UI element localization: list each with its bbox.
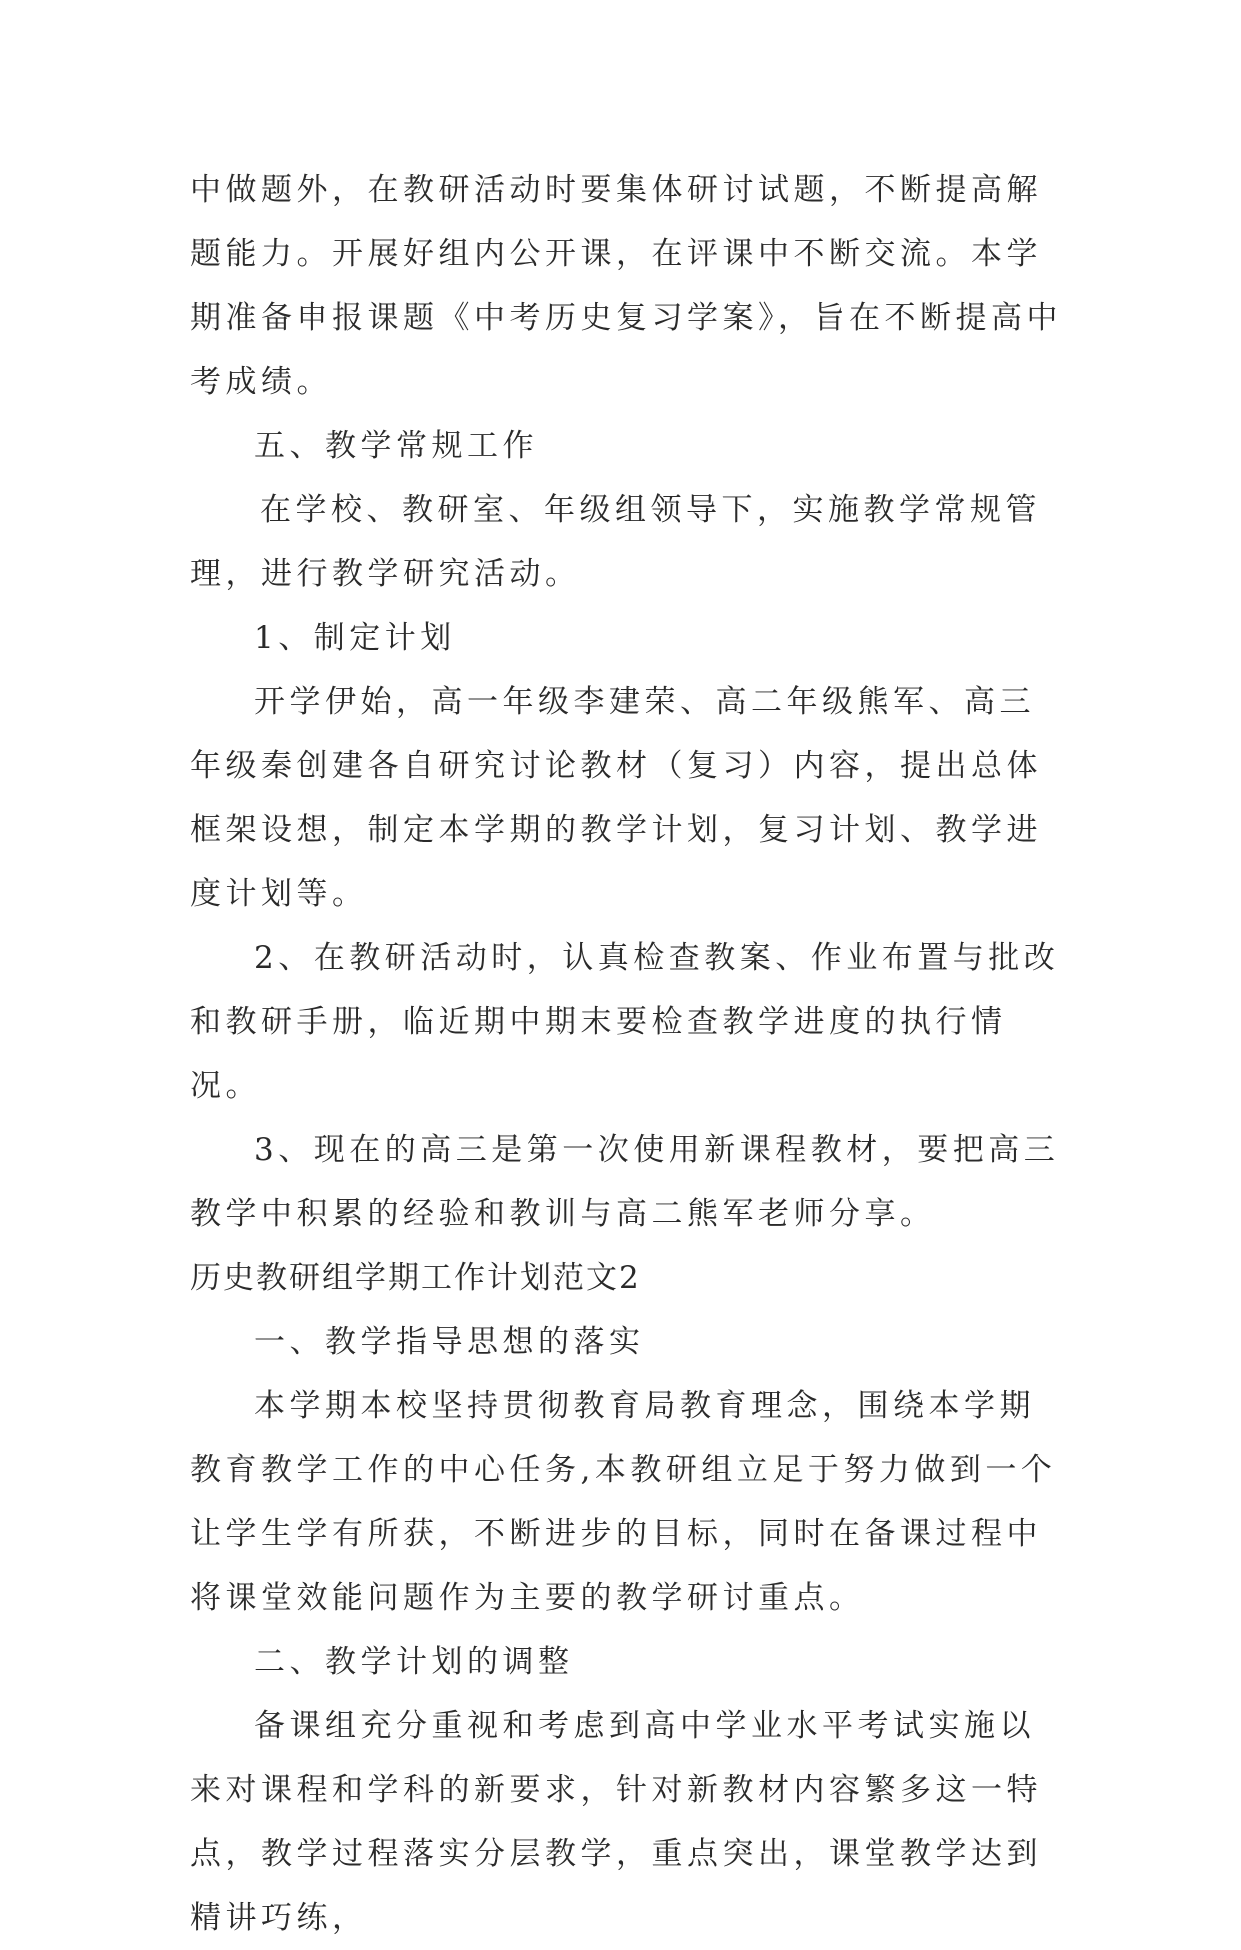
paragraph-routine-management: 在学校、教研室、年级组领导下，实施教学常规管理，进行教学研究活动。 xyxy=(190,492,1041,592)
subheading-make-plan: 1、制定计划 xyxy=(254,620,456,656)
document-body xyxy=(190,158,1070,1950)
document-title-sample-2: 历史教研组学期工作计划范文2 xyxy=(190,1260,641,1296)
paragraph-guiding-ideas: 本学期本校坚持贯彻教育局教育理念，围绕本学期教育教学工作的中心任务,本教研组立足于努力做到一个让学生学有所获，不断进步的目标，同时在备课过程中将课堂效能问题作为主要的教学研讨重点。 xyxy=(190,1388,1057,1616)
section-heading-guiding-ideas: 一、教学指导思想的落实 xyxy=(254,1324,645,1360)
section-heading-plan-adjustment: 二、教学计划的调整 xyxy=(254,1644,574,1680)
section-heading-teaching-routine: 五、教学常规工作 xyxy=(254,428,538,464)
paragraph-plan-details: 开学伊始，高一年级李建荣、高二年级熊军、高三年级秦创建各自研究讨论教材（复习）内容，提出总体框架设想，制定本学期的教学计划，复习计划、教学进度计划等。 xyxy=(190,684,1042,912)
paragraph-check-lesson-plans: 2、在教研活动时，认真检查教案、作业布置与批改和教研手册，临近期中期末要检查教学进度的执行情况。 xyxy=(190,940,1060,1104)
paragraph-continuation: 中做题外，在教研活动时要集体研讨试题，不断提高解题能力。开展好组内公开课，在评课中不断交流。本学期准备申报课题《中考历史复习学案》，旨在不断提高中考成绩。 xyxy=(190,172,1062,400)
paragraph-plan-adjustment: 备课组充分重视和考虑到高中学业水平考试实施以来对课程和学科的新要求，针对新教材内容繁多这一特点，教学过程落实分层教学，重点突出，课堂教学达到精讲巧练， xyxy=(190,1708,1042,1936)
paragraph-new-curriculum: 3、现在的高三是第一次使用新课程教材，要把高三教学中积累的经验和教训与高二熊军老师分享。 xyxy=(190,1132,1060,1232)
